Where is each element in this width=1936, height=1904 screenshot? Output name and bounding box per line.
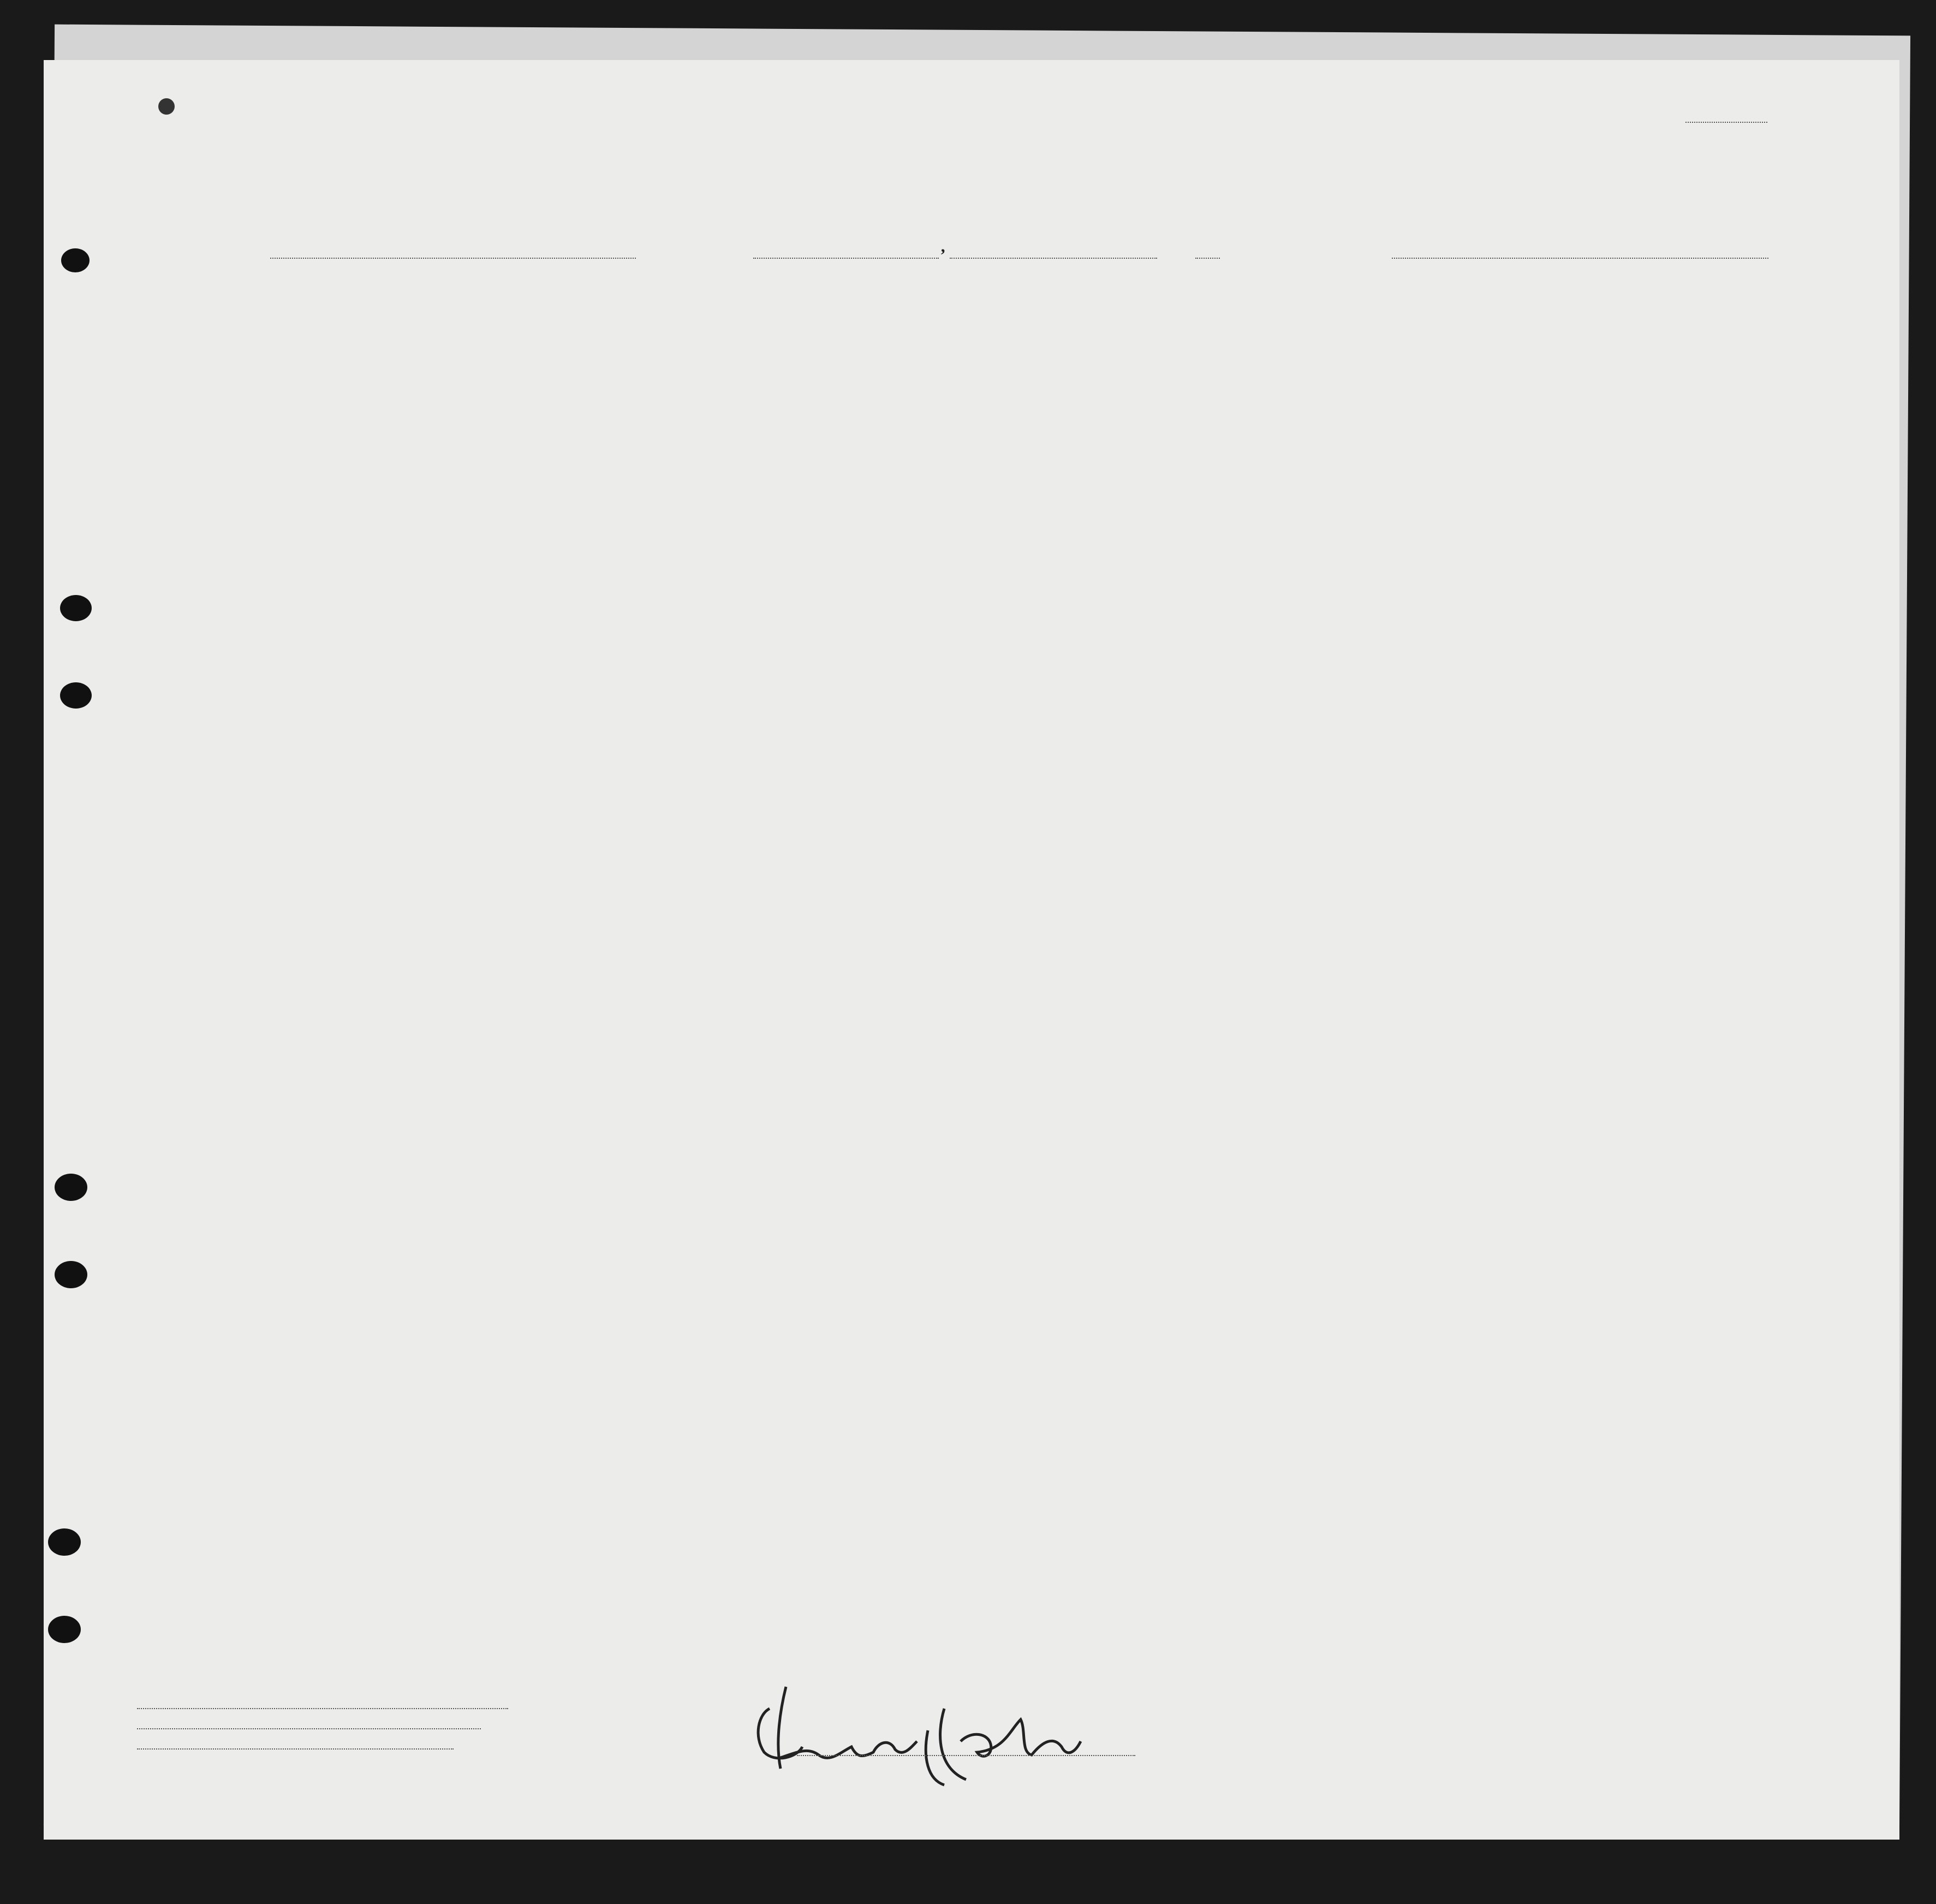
line-dotline: [137, 1708, 508, 1709]
port-dotline: [1392, 258, 1768, 259]
manifest-sheet: [44, 60, 1899, 1840]
punch-hole: [60, 682, 92, 709]
punch-hole: [55, 1261, 87, 1288]
owners-dotline: [137, 1728, 481, 1729]
agents-dotline: [137, 1748, 454, 1750]
arriving-dotline: [753, 258, 939, 259]
inspector-signature: [748, 1676, 1086, 1796]
punch-hole: [55, 1174, 87, 1201]
vessel-line: ,: [207, 236, 1790, 263]
year-dotline: [1195, 258, 1220, 259]
punch-hole: [60, 595, 92, 621]
seal-icon: [158, 98, 175, 115]
line-field: [134, 1700, 508, 1712]
sheet-line: [1685, 122, 1767, 123]
punch-hole: [48, 1616, 81, 1643]
vessel-dotline: [270, 258, 636, 259]
sheet-number: [1680, 110, 1844, 127]
date-dotline: [950, 258, 1157, 259]
owners-field: [134, 1721, 481, 1733]
punch-hole: [48, 1528, 81, 1556]
punch-hole: [61, 248, 90, 272]
agents-field: [134, 1741, 454, 1753]
signature-line: [797, 1755, 1135, 1756]
